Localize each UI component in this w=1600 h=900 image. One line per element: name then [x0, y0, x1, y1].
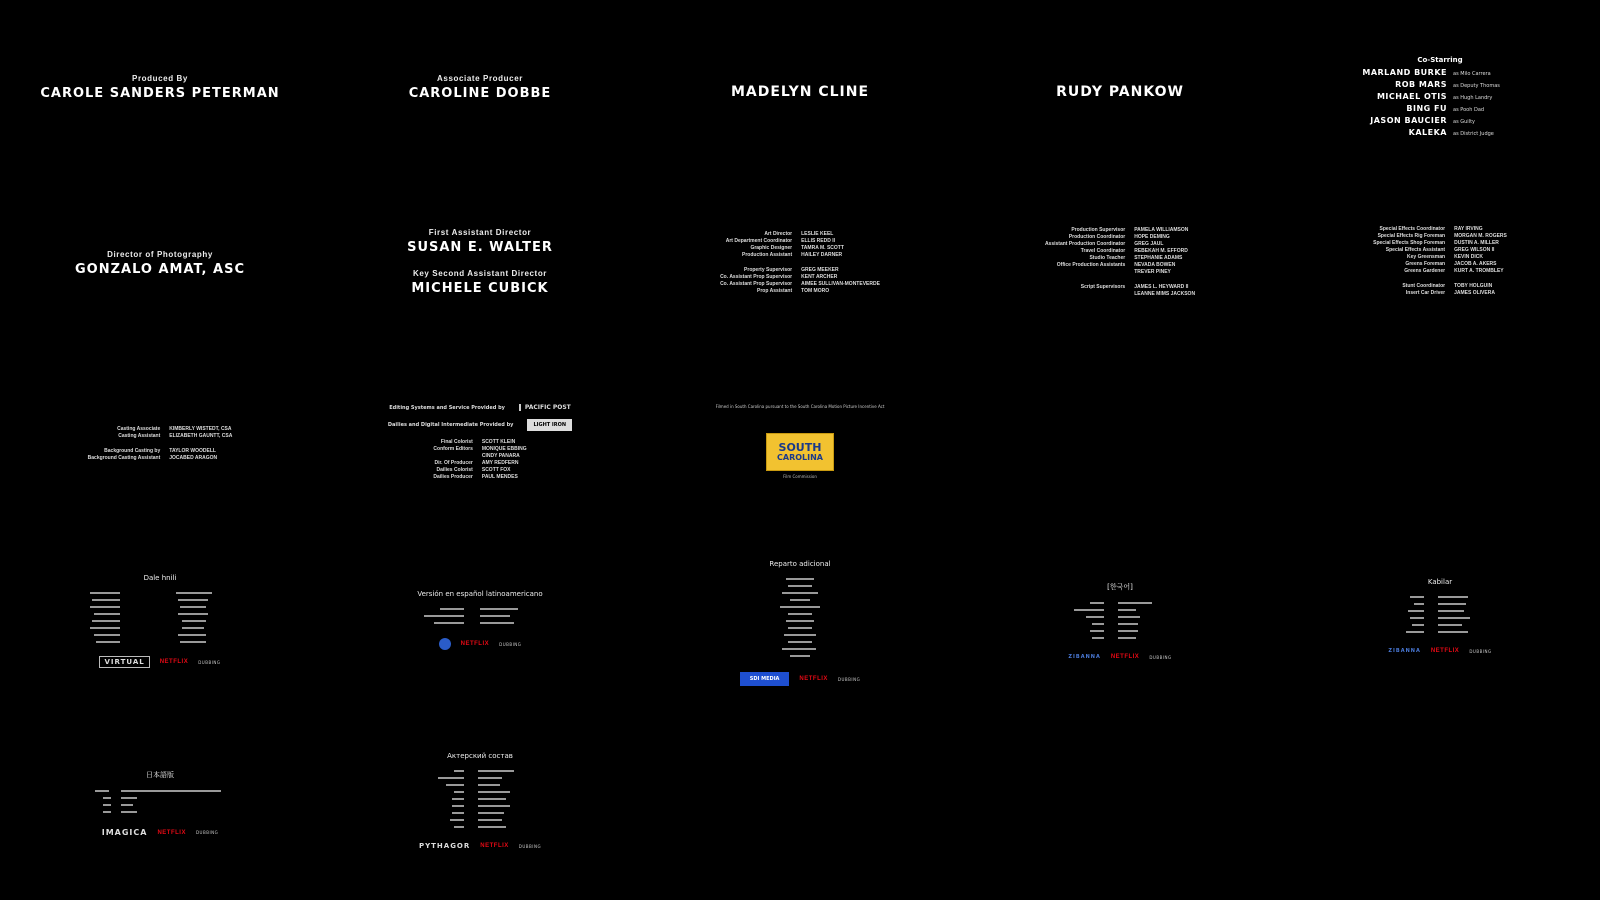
co-star-row: [1355, 128, 1525, 140]
netflix-logo: NETFLIX: [460, 641, 490, 647]
credit-post: [320, 404, 640, 480]
co-star-character: as Guilty: [1453, 119, 1475, 125]
credit-dop: [0, 250, 320, 277]
netflix-logo: NETFLIX: [157, 829, 186, 836]
crew-role: Studio Teacher: [1089, 255, 1126, 261]
crew-role: Production Assistant: [742, 252, 793, 258]
dubbing-label: DUBBING: [1469, 648, 1492, 654]
crew-name: MORGAN M. ROGERS: [1454, 233, 1507, 239]
crew-name: TAYLOR WOODELL: [169, 448, 216, 454]
crew-name: KURT A. TROMBLEY: [1454, 268, 1504, 274]
group-spacer: [169, 440, 232, 447]
crew-role: Stunt Coordinator: [1402, 283, 1446, 289]
crew-role: Casting Associate: [117, 426, 161, 432]
co-star-row: [1355, 68, 1525, 80]
co-star-row: [1355, 92, 1525, 104]
dubbing-cast-list: [1380, 594, 1500, 638]
co-star-character: as Milo Carrera: [1453, 71, 1491, 77]
crew-role: [1045, 291, 1125, 297]
credit-role: First Assistant Director: [428, 228, 532, 237]
credit-name: RUDY PANKOW: [1056, 84, 1184, 100]
crew-name: KEVIN DICK: [1454, 254, 1483, 260]
crew-role: Greens Gardener: [1404, 268, 1446, 274]
dubbing-cast-list: [95, 788, 225, 818]
dubbing-card-dale-hnili: [0, 574, 320, 668]
crew-name: GREG MEEKER: [801, 267, 839, 273]
co-starring-header: Co-Starring: [1417, 56, 1463, 64]
credit-name: MADELYN CLINE: [730, 84, 870, 100]
crew-role: Assistant Production Coordinator: [1044, 241, 1126, 247]
credit-assistant-directors: [320, 228, 640, 296]
crew-role: Special Effects Assistant: [1385, 247, 1446, 253]
dubbing-label: DUBBING: [518, 843, 542, 849]
crew-role: Background Casting by: [104, 448, 161, 454]
zibanna-logo: ZIBANNA: [1068, 654, 1101, 660]
dubbing-cast-list: [90, 590, 230, 646]
crew-role: Prop Assistant: [757, 288, 793, 294]
co-star-character: as Deputy Thomas: [1453, 83, 1500, 89]
group-spacer: [1134, 276, 1195, 283]
dubbing-title: Dale hnili: [143, 574, 177, 582]
credit-effects-stunts: [1280, 226, 1600, 296]
crew-name: AMY REDFERN: [481, 460, 519, 466]
crew-name: JOCABED ARAGON: [169, 455, 218, 461]
crew-name: TAMRA M. SCOTT: [801, 245, 844, 251]
co-star-name: MARLAND BURKE: [1362, 68, 1447, 77]
dubbing-title: [한국어]: [1107, 583, 1133, 591]
crew-list: [433, 439, 526, 480]
co-star-name: ROB MARS: [1395, 80, 1447, 89]
dubbing-cast-list: [760, 576, 840, 662]
dubbing-cast-list: [420, 606, 540, 628]
credit-art-props: [640, 231, 960, 294]
crew-name: TOM MORO: [801, 288, 830, 294]
crew-name: LESLIE KEEL: [801, 231, 834, 237]
crew-name: PAUL MENDES: [481, 474, 518, 480]
co-star-name: MICHAEL OTIS: [1376, 92, 1447, 101]
sc-logo-line1: SOUTH: [778, 440, 822, 454]
studio-logo: [439, 638, 451, 650]
credit-name: CAROLE SANDERS PETERMAN: [40, 86, 280, 101]
credit-produced-by: [0, 74, 320, 101]
crew-list: [1373, 226, 1507, 296]
crew-role: Insert Car Driver: [1405, 290, 1446, 296]
crew-name: SCOTT KLEIN: [481, 439, 516, 445]
crew-name: KENT ARCHER: [801, 274, 838, 280]
crew-role: Final Colorist: [440, 439, 473, 445]
dubbing-title: Reparto adicional: [769, 560, 831, 568]
group-spacer: [88, 440, 161, 447]
crew-name: PAMELA WILLIAMSON: [1134, 227, 1189, 233]
crew-role: Co. Assistant Prop Supervisor: [720, 281, 793, 287]
sc-notice: Filmed in South Carolina pursuant to the South Carolina Motion Picture Incentive Act: [715, 404, 885, 409]
crew-list: [88, 426, 233, 461]
dubbing-card-japanese: [0, 770, 320, 837]
crew-role: Script Supervisors: [1080, 284, 1126, 290]
co-star-character: as District Judge: [1453, 131, 1494, 137]
crew-role: Office Production Assistants: [1056, 262, 1126, 268]
crew-role: Production Coordinator: [1068, 234, 1126, 240]
credit-role: Associate Producer: [437, 74, 523, 83]
netflix-logo: NETFLIX: [799, 676, 828, 682]
crew-name: JAMES OLIVERA: [1454, 290, 1495, 296]
dubbing-label: DUBBING: [1149, 654, 1172, 660]
group-spacer: [801, 259, 880, 266]
crew-name: KIMBERLY WISTEDT, CSA: [169, 426, 232, 432]
crew-role: Key Greensman: [1407, 254, 1446, 260]
crew-role: Casting Assistant: [118, 433, 161, 439]
co-star-name: KALEKA: [1408, 128, 1447, 137]
sc-logo-sub: Film Commission: [783, 474, 817, 479]
di-line: Dailies and Digital Intermediate Provided by: [387, 422, 514, 428]
credit-name: CAROLINE DOBBE: [408, 86, 552, 101]
crew-list: [720, 231, 880, 294]
dubbing-label: DUBBING: [198, 659, 221, 665]
co-starring-list: [1280, 68, 1600, 140]
light-iron-logo: LIGHT IRON: [527, 419, 572, 431]
crew-name: ELIZABETH GAUNTT, CSA: [169, 433, 233, 439]
crew-name: MONIQUE EBBING: [481, 446, 527, 452]
dubbing-card-reparto: [640, 560, 960, 686]
sc-logo-line2: CAROLINA: [777, 452, 823, 462]
crew-role: Dir. Of Producer: [434, 460, 473, 466]
crew-role: Special Effects Coordinator: [1379, 226, 1446, 232]
crew-name: SCOTT FOX: [481, 467, 511, 473]
credit-co-starring: [1280, 56, 1600, 140]
imagica-logo: IMAGICA: [101, 828, 148, 837]
netflix-logo: NETFLIX: [1110, 654, 1140, 660]
zibanna-logo: ZIBANNA: [1388, 648, 1421, 654]
co-star-character: as Pooh Dad: [1453, 107, 1485, 113]
crew-name: AIMEE SULLIVAN-MONTEVERDE: [801, 281, 880, 287]
crew-name: DUSTIN A. MILLER: [1454, 240, 1499, 246]
sdi-media-logo: SDI MEDIA: [740, 672, 790, 686]
crew-name: REBEKAH M. EFFORD: [1134, 248, 1188, 254]
crew-role: Dailies Producer: [433, 474, 473, 480]
dubbing-title: Актерский состав: [447, 752, 513, 760]
group-spacer: [1373, 275, 1445, 282]
crew-role: Background Casting Assistant: [87, 455, 161, 461]
crew-role: Conform Editors: [433, 446, 473, 452]
credit-role: Director of Photography: [107, 250, 213, 259]
crew-name: HAILEY DARNER: [801, 252, 843, 258]
crew-name: CINDY PANARA: [481, 453, 520, 459]
crew-name: GREG JAUL: [1134, 241, 1164, 247]
dubbing-label: DUBBING: [499, 641, 522, 647]
dubbing-title: 日本語版: [146, 771, 174, 779]
credit-name: GONZALO AMAT, ASC: [75, 262, 245, 277]
crew-role: Graphic Designer: [750, 245, 793, 251]
crew-name: GREG WILSON II: [1454, 247, 1495, 253]
crew-name: NEVADA BOWEN: [1134, 262, 1176, 268]
dubbing-title: Versión en español latinoamericano: [417, 590, 543, 598]
co-star-row: [1355, 104, 1525, 116]
editing-line: Editing Systems and Service Provided by: [389, 404, 505, 411]
group-spacer: [1454, 275, 1507, 282]
group-spacer: [1045, 276, 1125, 283]
credit-star-2: [960, 81, 1280, 100]
credit-name: MICHELE CUBICK: [411, 281, 549, 296]
credit-role: Key Second Assistant Director: [412, 269, 548, 278]
credit-associate-producer: [320, 74, 640, 101]
netflix-logo: NETFLIX: [1430, 648, 1460, 654]
credit-south-carolina: [640, 404, 960, 479]
pythagor-logo: PYTHAGOR: [418, 842, 471, 850]
crew-role: Travel Coordinator: [1080, 248, 1126, 254]
crew-name: ELLIS REDD II: [801, 238, 836, 244]
crew-role: Greens Foreman: [1405, 261, 1446, 267]
netflix-logo: NETFLIX: [480, 843, 509, 849]
crew-name: JACOB A. AKERS: [1454, 261, 1497, 267]
crew-role: Dailies Colorist: [436, 467, 473, 473]
crew-role: Property Supervisor: [744, 267, 793, 273]
crew-role: [433, 453, 472, 459]
crew-name: STEPHANIE ADAMS: [1134, 255, 1183, 261]
dubbing-label: DUBBING: [837, 676, 861, 682]
crew-role: Special Effects Shop Foreman: [1373, 240, 1446, 246]
dubbing-label: DUBBING: [195, 830, 219, 835]
co-star-row: [1355, 116, 1525, 128]
crew-name: RAY IRVING: [1454, 226, 1483, 232]
credit-production: [960, 227, 1280, 297]
dubbing-card-korean: [960, 582, 1280, 660]
crew-role: Special Effects Rig Foreman: [1377, 233, 1446, 239]
credit-star-1: [640, 81, 960, 100]
credit-role: Produced By: [132, 74, 188, 83]
netflix-logo: NETFLIX: [159, 659, 189, 665]
co-star-row: [1355, 80, 1525, 92]
credit-name: SUSAN E. WALTER: [407, 240, 553, 255]
pacific-post-logo: PACIFIC POST: [519, 404, 571, 411]
crew-role: Art Department Coordinator: [725, 238, 793, 244]
co-star-character: as Hugh Landry: [1453, 95, 1493, 101]
co-star-name: JASON BAUCIER: [1370, 116, 1447, 125]
credit-casting: [0, 426, 320, 461]
crew-name: JAMES L. HEYWARD II: [1134, 284, 1189, 290]
dubbing-card-latam: [320, 590, 640, 650]
crew-name: TREVER PINEY: [1134, 269, 1171, 275]
crew-role: Art Director: [764, 231, 793, 237]
group-spacer: [720, 259, 792, 266]
south-carolina-logo: [766, 433, 834, 471]
dubbing-card-russian: [320, 752, 640, 850]
dubbing-cast-list: [420, 768, 540, 832]
dubbing-card-kabilar: [1280, 578, 1600, 654]
crew-role: [1045, 269, 1125, 275]
crew-name: LEANNE MIMS JACKSON: [1134, 291, 1196, 297]
virtual-logo: VIRTUAL: [99, 656, 149, 668]
crew-role: Production Supervisor: [1071, 227, 1126, 233]
crew-role: Co. Assistant Prop Supervisor: [720, 274, 793, 280]
co-star-name: BING FU: [1406, 104, 1447, 113]
dubbing-title: Kabilar: [1427, 578, 1453, 586]
crew-name: TOBY HOLGUIN: [1454, 283, 1493, 289]
crew-list: [1045, 227, 1195, 297]
crew-name: HOPE DEMING: [1134, 234, 1170, 240]
dubbing-cast-list: [1060, 600, 1180, 644]
